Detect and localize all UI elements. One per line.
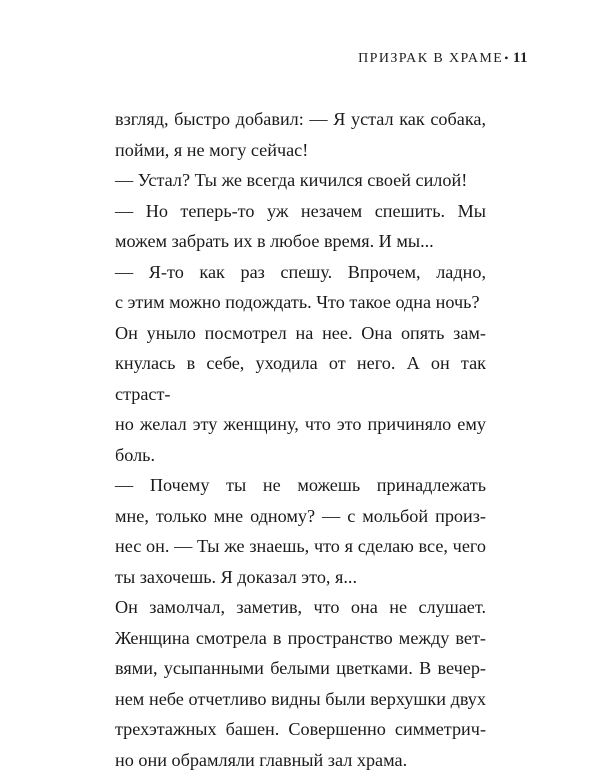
text-line: взгляд, быстро добавил: — Я устал как собака, (115, 104, 486, 135)
text-line: трехэтажных башен. Совершенно симметрич- (115, 714, 486, 745)
page-number: 11 (513, 50, 528, 67)
text-line: пойми, я не могу сейчас! (115, 135, 486, 166)
text-line: ты захочешь. Я доказал это, я... (115, 562, 486, 593)
text-line: можем забрать их в любое время. И мы... (115, 226, 486, 257)
text-line: нес он. — Ты же знаешь, что я сделаю все, чего (115, 531, 486, 562)
text-line: вями, усыпанными белыми цветками. В вечер- (115, 653, 486, 684)
text-line: с этим можно подождать. Что такое одна ночь? (115, 287, 486, 318)
running-head-title: ПРИЗРАК В ХРАМЕ (358, 51, 503, 67)
text-line: — Я-то как раз спешу. Впрочем, ладно, (115, 257, 486, 288)
body-text (115, 104, 486, 775)
text-line: — Почему ты не можешь принадлежать (115, 470, 486, 501)
running-head (358, 50, 528, 67)
text-line: Он замолчал, заметив, что она не слушает. (115, 592, 486, 623)
running-head-separator: • (504, 51, 510, 66)
text-line: но желал эту женщину, что это причиняло ему (115, 409, 486, 440)
text-line: но они обрамляли главный зал храма. (115, 745, 486, 775)
text-line: нем небе отчетливо видны были верхушки двух (115, 684, 486, 715)
text-line: боль. (115, 440, 486, 471)
text-line: Он уныло посмотрел на нее. Она опять зам- (115, 318, 486, 349)
text-line: — Устал? Ты же всегда кичился своей силой! (115, 165, 486, 196)
text-line: мне, только мне одному? — с мольбой произ- (115, 501, 486, 532)
text-line: Женщина смотрела в пространство между вет- (115, 623, 486, 654)
text-line: — Но теперь-то уж незачем спешить. Мы (115, 196, 486, 227)
text-line: кнулась в себе, уходила от него. А он так страст- (115, 348, 486, 409)
